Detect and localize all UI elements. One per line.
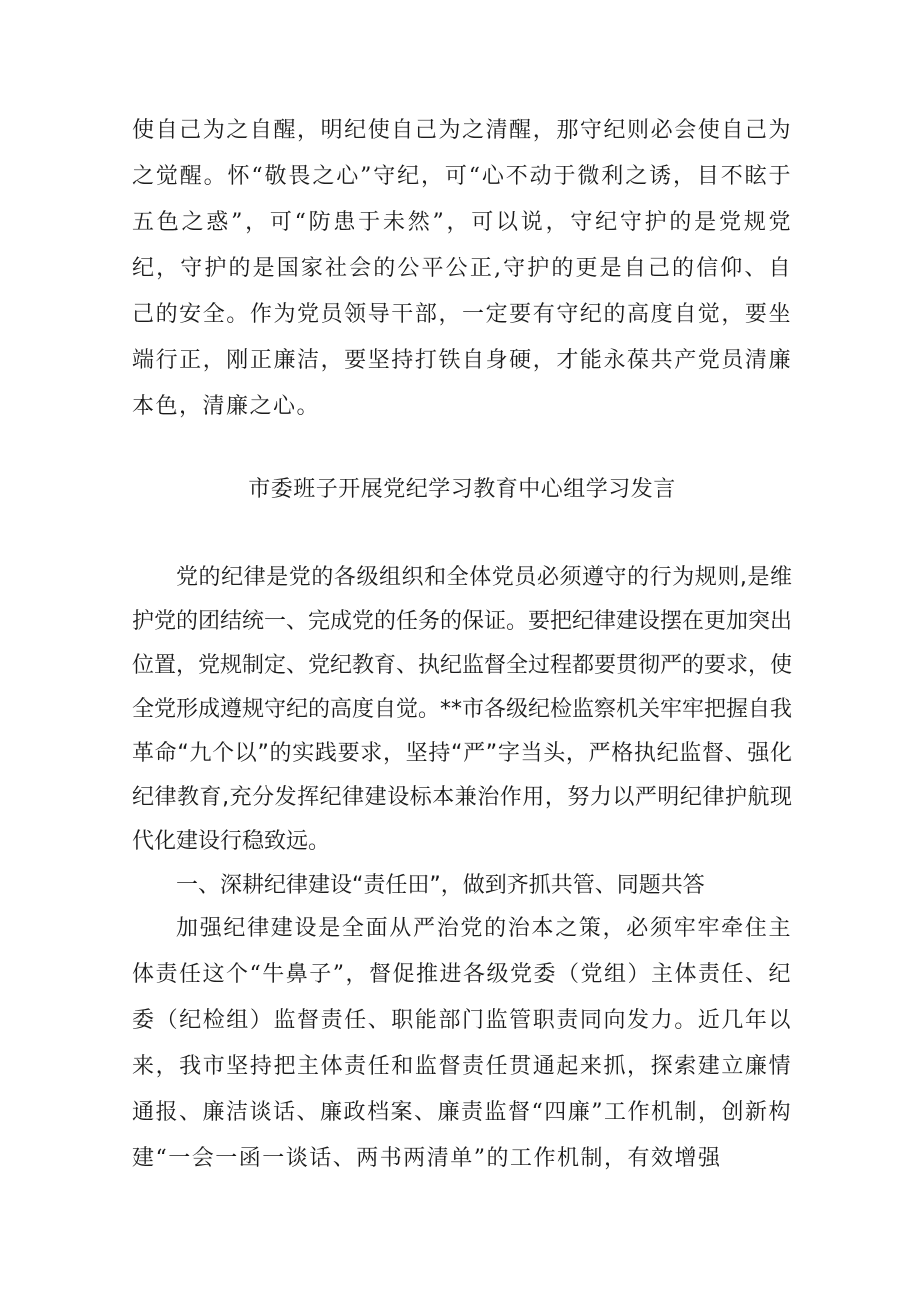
section-paragraph: 加强纪律建设是全面从严治党的治本之策，必须牢牢牵住主体责任这个“牛鼻子”，督促推进各级党委（党组）主体责任、纪委（纪检组）监督责任、职能部门监管职责同向发力。近几年以来，我市坚持把主体责任和监督责任贯通起来抓，探索建立廉情通报、廉洁谈话、廉政档案、廉责监督“四廉”工作机制，创新构建“一会一函一谈话、两书两清单”的工作机制，有效增强 — [132, 916, 792, 1171]
continuation-paragraph: 使自己为之自醒，明纪使自己为之清醒，那守纪则必会使自己为之觉醒。怀“敬畏之心”守纪，可“心不动于微利之诱，目不眩于五色之惑”，可“防患于未然”，可以说，守纪守护的是党规党纪，守护的是国家社会的公平公正,守护的更是自己的信仰、自己的安全。作为党员领导干部，一定要有守纪的高度自觉，要坐端行正，刚正廉洁，要坚持打铁自身硬，才能永葆共产党员清廉本色，清廉之心。 — [132, 118, 792, 419]
document-title: 市委班子开展党纪学习教育中心组学习发言 — [248, 477, 676, 502]
section-heading: 一、深耕纪律建设“责任田”，做到齐抓共管、同题共答 — [176, 873, 705, 898]
intro-text — [132, 556, 792, 908]
section-text — [132, 906, 792, 1182]
continuation-text — [132, 108, 792, 430]
intro-paragraph: 党的纪律是党的各级组织和全体党员必须遵守的行为规则,是维护党的团结统一、完成党的任务的保证。要把纪律建设摆在更加突出位置，党规制定、党纪教育、执纪监督全过程都要贯彻严的要求，使全党形成遵规守纪的高度自觉。**市各级纪检监察机关牢牢把握自我革命“九个以”的实践要求，坚持“严”字当头，严格执纪监督、强化纪律教育,充分发挥纪律建设标本兼治作用，努力以严明纪律护航现代化建设行稳致远。 — [132, 565, 793, 854]
